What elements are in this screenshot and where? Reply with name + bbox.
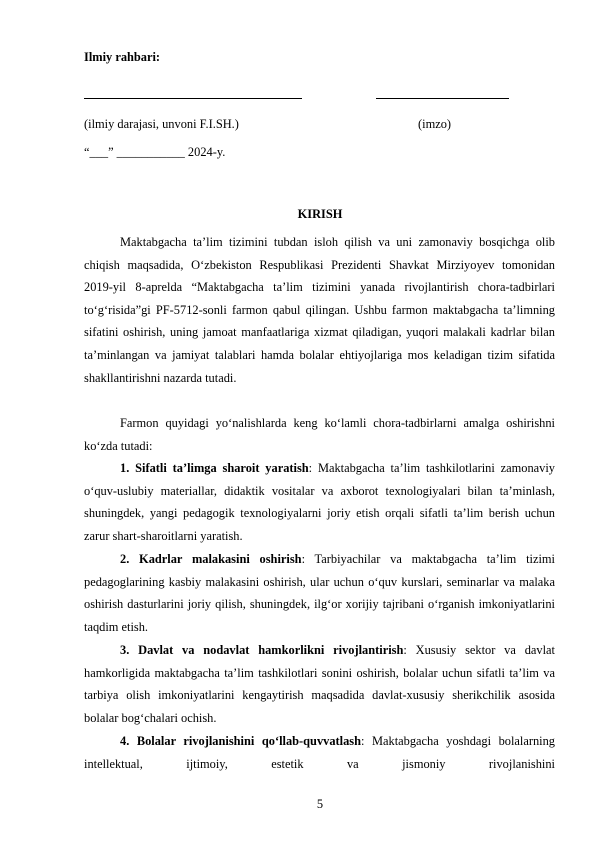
section-title: KIRISH: [297, 207, 343, 221]
paragraph-intro: [84, 231, 555, 389]
degree-caption: (ilmiy darajasi, unvoni F.I.SH.): [84, 117, 239, 131]
list-item-text: : Tarbiyachilar va maktabgacha ta’lim tizimi pedagoglarining kasbiy malakasini oshirish, ular uchun o‘quv kurslari, seminarlar va malaka oshirish dasturlarini joriy qilish, shuningdek, ilg‘or xorijiy tajribani o‘rganish imkoniyatlarini taqdim etish.: [84, 552, 555, 634]
date-line: “___” ___________ 2024-y.: [84, 145, 226, 159]
signature-underline: [376, 98, 509, 99]
paragraph-text: Farmon quyidagi yo‘nalishlarda keng ko‘lamli chora-tadbirlarni amalga oshirishni ko‘zda tutadi:: [84, 416, 555, 453]
paragraph-directions: [84, 412, 555, 457]
list-item-2: [84, 548, 555, 638]
supervisor-label: Ilmiy rahbari:: [84, 50, 161, 64]
list-item-text: : Maktabgacha yoshdagi bolalarning intellektual, ijtimoiy, estetik va jismoniy rivojlanishini: [84, 734, 555, 771]
signature-caption: (imzo): [418, 117, 452, 131]
list-item-text: : Xususiy sektor va davlat hamkorligida maktabgacha ta’lim tashkilotlari sonini oshirish, bolalar uchun sifatli ta’lim va tarbiya olish imkoniyatlarini kengaytirish maqsadida davlat-xususiy sherikchilik asosida bolalar bog‘chalari ochish.: [84, 643, 555, 725]
list-item-text: : Maktabgacha ta’lim tashkilotlarini zamonaviy o‘quv-uslubiy materiallar, didaktik vositalar va axborot texnologiyalari bilan ta’minlash, shuningdek, yangi pedagogik texnologiyalarni joriy etish orqali sifatli ta’lim berish uchun zarur shart-sharoitlarni yaratish.: [84, 461, 555, 543]
list-item-heading: 2. Kadrlar malakasini oshirish: [120, 552, 302, 566]
list-item-heading: 4. Bolalar rivojlanishini qo‘llab-quvvatlash: [120, 734, 362, 748]
name-underline: [84, 98, 302, 99]
paragraph-text: Maktabgacha ta’lim tizimini tubdan isloh qilish va uni zamonaviy bosqichga olib chiqish maqsadida, O‘zbekiston Respublikasi Prezidenti Shavkat Mirziyoyev tomonidan 2019-yil 8-aprelda “Maktabgacha ta’lim tizimini yanada rivojlantirish chora-tadbirlari to‘g‘risida”gi PF-5712-sonli farmon qabul qilingan. Ushbu farmon maktabgacha ta’limning sifatini oshirish, uning jamoat manfaatlariga xizmat qiladigan, yuqori malakali kadrlar bilan ta’minlangan va jamiyat talablari hamda bolalar ehtiyojlariga mos keladigan tizim sifatida shakllantirishni nazarda tutadi.: [84, 235, 555, 385]
list-item-1: [84, 457, 555, 547]
list-item-3: [84, 639, 555, 729]
list-item-heading: 1. Sifatli ta’limga sharoit yaratish: [120, 461, 309, 475]
list-item-4: [84, 730, 555, 775]
list-item-heading: 3. Davlat va nodavlat hamkorlikni rivojlantirish: [120, 643, 404, 657]
page-number: 5: [316, 797, 324, 811]
